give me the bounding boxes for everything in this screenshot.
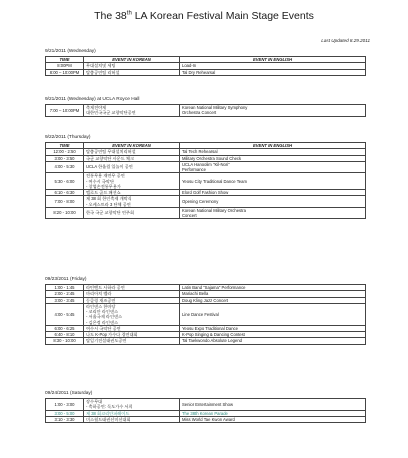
event-korean: 장수무대 - 축하공연: 독도가수 서희	[84, 399, 180, 411]
event-korean: 한국 국군 교향악단 연주회	[84, 207, 180, 219]
event-korean: 무대설치및 세팅	[84, 63, 180, 69]
column-header-time: TIME	[46, 57, 84, 63]
section-date-heading: 9/21/2011 (Wednesday)	[45, 49, 96, 54]
event-english: UCLA Hanoolim "Kil-Nori" Performance	[180, 161, 366, 173]
event-time: 4:00 - 5:45	[46, 303, 84, 325]
event-time: 4:00 - 5:30	[46, 161, 84, 173]
column-header-english: EVENT IN ENGLISH	[180, 57, 366, 63]
table-row	[46, 338, 366, 344]
event-english: Miss World Tae Kwon Award	[180, 416, 366, 422]
event-korean: 여수시 국악단 공연	[84, 325, 180, 331]
event-korean: 탈춤공연팀 리허설	[84, 69, 180, 75]
event-time: 7:00 - 8:00	[46, 196, 84, 208]
event-english: Mariachi Bella	[180, 291, 366, 297]
event-english: Yeosu Expo Traditional Dance	[180, 325, 366, 331]
event-time: 1:00 - 1:45	[46, 285, 84, 291]
event-english: Line Dance Festival	[180, 303, 366, 325]
event-english: Military Orchestra Sound Check	[180, 155, 366, 161]
event-korean: 탈춤공연팀 무대설치리허설	[84, 149, 180, 155]
page-title: The 38th LA Korean Festival Main Stage Events	[94, 10, 314, 22]
event-time: 8:00PM	[46, 63, 84, 69]
table-row	[46, 416, 366, 422]
table-row	[46, 161, 366, 173]
event-english: Load-In	[180, 63, 366, 69]
event-korean: 제 38 회 한인축제 개막식 - 오케스트라 3 단체 공연	[84, 196, 180, 208]
event-korean: 전통무용 재연무 공연 - 여수시 국악단 - 창업손전통무용가	[84, 173, 180, 190]
section-date-heading: 09/23/2011 (Friday)	[45, 277, 87, 282]
schedule-table	[45, 398, 366, 423]
event-english: Elord Golf Fashion Show	[180, 190, 366, 196]
event-english: Tal Tech Rehearsal	[180, 149, 366, 155]
event-time: 3:10 - 3:30	[46, 416, 84, 422]
column-header-english: EVENT IN ENGLISH	[180, 143, 366, 149]
column-header-korean: EVENT IN KOREAN	[84, 57, 180, 63]
table-row	[46, 196, 366, 208]
event-time: 7:00 – 10:00PM	[46, 105, 84, 117]
event-english: Opening Ceremony	[180, 196, 366, 208]
event-korean: 마리아치 벨라	[84, 291, 180, 297]
event-time: 6:00 - 6:25	[46, 325, 84, 331]
event-english: K-Pop Singing & Dancing Contest	[180, 332, 366, 338]
event-time: 3:00 - 3:45	[46, 297, 84, 303]
event-time: 3:00 - 3:50	[46, 155, 84, 161]
event-korean: 축제전야제 대한민국국군 교향악단공연	[84, 105, 180, 117]
event-korean: 동클링 재즈공연	[84, 297, 180, 303]
event-english: Tal Dry Rehearsal	[180, 69, 366, 75]
event-time: 6:40 - 8:10	[46, 332, 84, 338]
event-korean: 엘로드 골프 패션쇼	[84, 190, 180, 196]
event-time: 12:00 - 2:50	[46, 149, 84, 155]
column-header-korean: EVENT IN KOREAN	[84, 143, 180, 149]
schedule-table	[45, 56, 366, 76]
event-korean: 국군 교향악단 사운드 체크	[84, 155, 180, 161]
table-row	[46, 105, 366, 117]
event-korean: 나도 K-Pop 가수다 경연대회	[84, 332, 180, 338]
event-time: 6:10 - 6:30	[46, 190, 84, 196]
schedule-table	[45, 284, 366, 345]
event-time: 2:00 - 2:45	[46, 291, 84, 297]
event-english: Tal Taekwondo Absolute Legend	[180, 338, 366, 344]
last-updated: Last Updated 8.29.2011	[321, 38, 370, 43]
schedule-table	[45, 142, 366, 219]
event-english: The 38th Korean Parade	[180, 410, 366, 416]
event-korean: 라틴밴드 사하라 공연	[84, 285, 180, 291]
table-row	[46, 207, 366, 219]
column-header-time: TIME	[46, 143, 84, 149]
event-english: Korean National Military Symphony Orchestra Concert	[180, 105, 366, 117]
event-english: Yeosu City Traditional Dance Team	[180, 173, 366, 190]
event-time: 8:00 – 10:00PM	[46, 69, 84, 75]
event-english: Latin Band "Sajama" Performance	[180, 285, 366, 291]
table-row	[46, 399, 366, 411]
section-date-heading: 9/21/2011 (Wednesday) at UCLA Royce Hall	[45, 97, 140, 102]
section-date-heading: 9/22/2011 (Thursday)	[45, 135, 91, 140]
event-english: Korean National Military Orchestra Concert	[180, 207, 366, 219]
event-time: 5:30 - 6:00	[46, 173, 84, 190]
event-korean: 미스월드태권선미선대회	[84, 416, 180, 422]
table-row	[46, 173, 366, 190]
event-korean: 탈일기전설태권도공연	[84, 338, 180, 344]
schedule-table	[45, 104, 366, 117]
event-korean: UCLA 한울림 입놀이 공연	[84, 161, 180, 173]
event-time: 8:30 - 10:00	[46, 338, 84, 344]
event-english: Doug Kling Jazz Concert	[180, 297, 366, 303]
section-date-heading: 09/24/2011 (Saturday)	[45, 391, 93, 396]
event-time: 3:00 - 5:00	[46, 410, 84, 416]
table-row	[46, 303, 366, 325]
event-time: 8:20 - 10:00	[46, 207, 84, 219]
event-time: 1:00 - 3:00	[46, 399, 84, 411]
table-row	[46, 69, 366, 75]
event-korean: 라인댄스 한마당 - 코리안 라인댄스 - 서울국제 라인댄스 - 김은정 라인댄스	[84, 303, 180, 325]
event-english: Senior Entertainment Show	[180, 399, 366, 411]
event-korean: 제 38 회코리안퍼레이드	[84, 410, 180, 416]
